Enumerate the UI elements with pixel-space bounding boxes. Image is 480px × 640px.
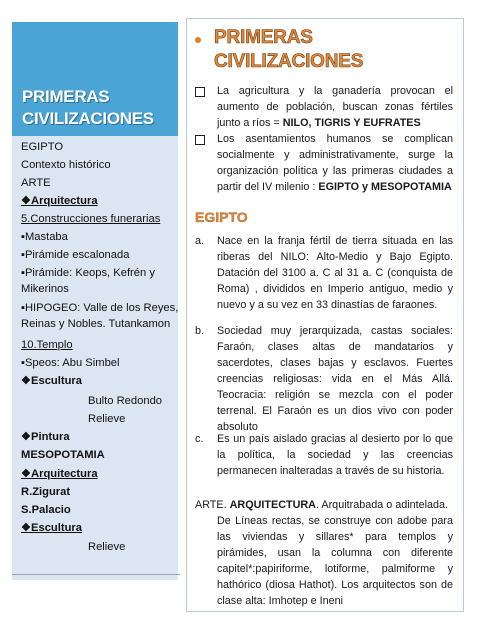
page-title-line1: PRIMERAS (214, 27, 313, 48)
bullet-2-text: Los asentamientos humanos se complican socialmente y administrativamente, surge la organización política y las primeras ciudades a partir del IV milenio : (217, 133, 453, 193)
bullet-1-bold: NILO, TIGRIS Y EUFRATES (282, 117, 421, 129)
sidebar-title-line2: CIVILIZACIONES (22, 109, 154, 128)
outline-item: R.Zigurat (21, 486, 71, 498)
arte-text-1: . Arquitrabada o adintelada. (315, 499, 449, 511)
list-marker: a. (195, 235, 205, 247)
outline-item: ▪Pirámide escalonada (21, 249, 130, 261)
sidebar-outline (12, 136, 178, 580)
list-text: Es un país aislado gracias al desierto por lo que la política, la sociedad y las creencias permanecen inalteradas a través de su historia. (217, 433, 453, 477)
list-item-c (195, 431, 453, 479)
sidebar (12, 22, 178, 580)
page-title-line2: CIVILIZACIONES (214, 51, 364, 72)
section-title-egipto: EGIPTO (195, 209, 248, 225)
sidebar-divider (12, 574, 180, 575)
outline-link-templo[interactable]: 10.Templo (21, 339, 73, 351)
arte-paragraph (195, 497, 453, 609)
checkbox-icon (195, 135, 205, 145)
outline-item: ❖Pintura (21, 431, 70, 443)
outline-item: Bulto Redondo (88, 395, 163, 407)
list-item-a (195, 233, 453, 313)
list-item-b (195, 323, 453, 435)
sidebar-header (12, 22, 178, 136)
sidebar-title (22, 86, 172, 130)
arte-label: ARTE. (195, 499, 230, 511)
outline-item: S.Palacio (21, 504, 71, 516)
bullet-1-text: La agricultura y la ganadería provocan el aumento de población, buscan zonas fértiles junto a ríos = (217, 85, 453, 129)
outline-item: ❖Escultura (21, 375, 83, 387)
list-text: Sociedad muy jerarquizada, castas sociales: Faraón, clases altas de mandatarios y sacerdotes, clases bajas y esclavos. Fuertes creencias religiosas: vida en el Más Allá. Teocracia: religión se mezcla con el poder terrenal. El Faraón es un dios vivo con poder absoluto (217, 325, 453, 433)
outline-item: MESOPOTAMIA (21, 449, 105, 461)
checkbox-icon (195, 87, 205, 97)
outline-link-arquitectura-meso[interactable]: ❖Arquitectura (21, 468, 98, 480)
sidebar-title-line1: PRIMERAS (22, 87, 110, 106)
bullet-2-bold: EGIPTO y MESOPOTAMIA (318, 181, 452, 193)
page-title (214, 26, 454, 74)
outline-item: Contexto histórico (21, 159, 111, 171)
outline-item: EGIPTO (21, 141, 64, 153)
bullet-dot-icon (195, 37, 201, 43)
list-marker: b. (195, 325, 205, 337)
outline-item: Relieve (88, 413, 126, 425)
list-text: Nace en la franja fértil de tierra situada en las riberas del NILO: Alto-Medio y Bajo Egipto. Datación del 3100 a. C al 31 a. C (conquista de Roma) , divididos en Imperio antiguo, medio y nuevo y a su vez en 33 dinastías de faraones. (217, 235, 453, 311)
content-panel (186, 18, 464, 612)
outline-item: ▪Mastaba (21, 231, 68, 243)
arte-bold: ARQUITECTURA (229, 499, 316, 511)
outline-item: ▪HIPOGEO: Valle de los Reyes, Reinas y Nobles. Tutankamon (21, 302, 179, 330)
outline-item: Relieve (88, 541, 126, 553)
bullet-paragraph-1 (195, 83, 453, 131)
outline-item: ARTE (21, 177, 51, 189)
outline-link-arquitectura[interactable]: ❖Arquitectura (21, 195, 98, 207)
bullet-paragraph-2 (195, 131, 453, 195)
outline-link-construcciones[interactable]: 5.Construcciones funerarias (21, 213, 161, 225)
arte-text-2: De Líneas rectas, se construye con adobe para las viviendas y sillares* para templos y pirámides, usan la columna con diferente capitel*:papiriforme, lotiforme, palmiforme y hathórico (diosa Hathot). Los arquitectos son de clase alta: Imhotep e Ineni (217, 515, 453, 607)
outline-link-escultura-meso[interactable]: ❖Escultura (21, 522, 83, 534)
outline-item: ▪Speos: Abu Simbel (21, 357, 120, 369)
list-marker: c. (195, 433, 204, 445)
outline-item: ▪Pirámide: Keops, Kefrén y Mikerinos (21, 267, 155, 295)
